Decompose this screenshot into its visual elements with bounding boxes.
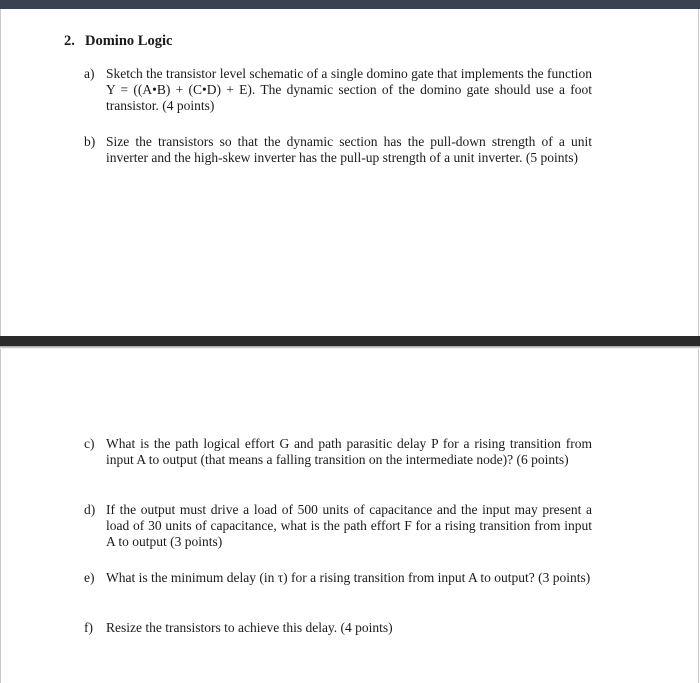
question-text: Resize the transistors to achieve this delay. (4 points) xyxy=(106,620,393,635)
question-label: c) xyxy=(84,436,95,451)
problem-number: 2. xyxy=(64,33,75,49)
problem-title: Domino Logic xyxy=(85,33,173,49)
problem-heading xyxy=(64,33,172,50)
question-label: b) xyxy=(84,134,96,149)
question-label: a) xyxy=(84,66,95,81)
question-b xyxy=(84,134,592,166)
question-f xyxy=(84,620,592,636)
question-text: Sketch the transistor level schematic of a single domino gate that implements the function Y = ((A•B) + (C•D) + E). The dynamic section of the domino gate should use a foot transistor. (4 points) xyxy=(106,66,592,113)
question-text: What is the path logical effort G and path parasitic delay P for a rising transition from input A to output (that means a falling transition on the intermediate node)? (6 points) xyxy=(106,436,592,467)
question-e xyxy=(84,570,592,586)
page-separator xyxy=(0,336,700,346)
question-text: Size the transistors so that the dynamic section has the pull-down strength of a unit inverter and the high-skew inverter has the pull-up strength of a unit inverter. (5 points) xyxy=(106,134,592,165)
question-d xyxy=(84,502,592,550)
question-text: If the output must drive a load of 500 units of capacitance and the input may present a load of 30 units of capacitance, what is the path effort F for a rising transition from input A to output (3 points) xyxy=(106,502,592,549)
question-label: f) xyxy=(84,620,93,635)
question-text: What is the minimum delay (in τ) for a rising transition from input A to output? (3 points) xyxy=(106,570,591,585)
question-label: d) xyxy=(84,502,96,517)
page-separator-shadow xyxy=(0,346,700,349)
question-label: e) xyxy=(84,570,95,585)
question-c xyxy=(84,436,592,468)
window-top-bar xyxy=(0,0,700,9)
question-a xyxy=(84,66,592,114)
